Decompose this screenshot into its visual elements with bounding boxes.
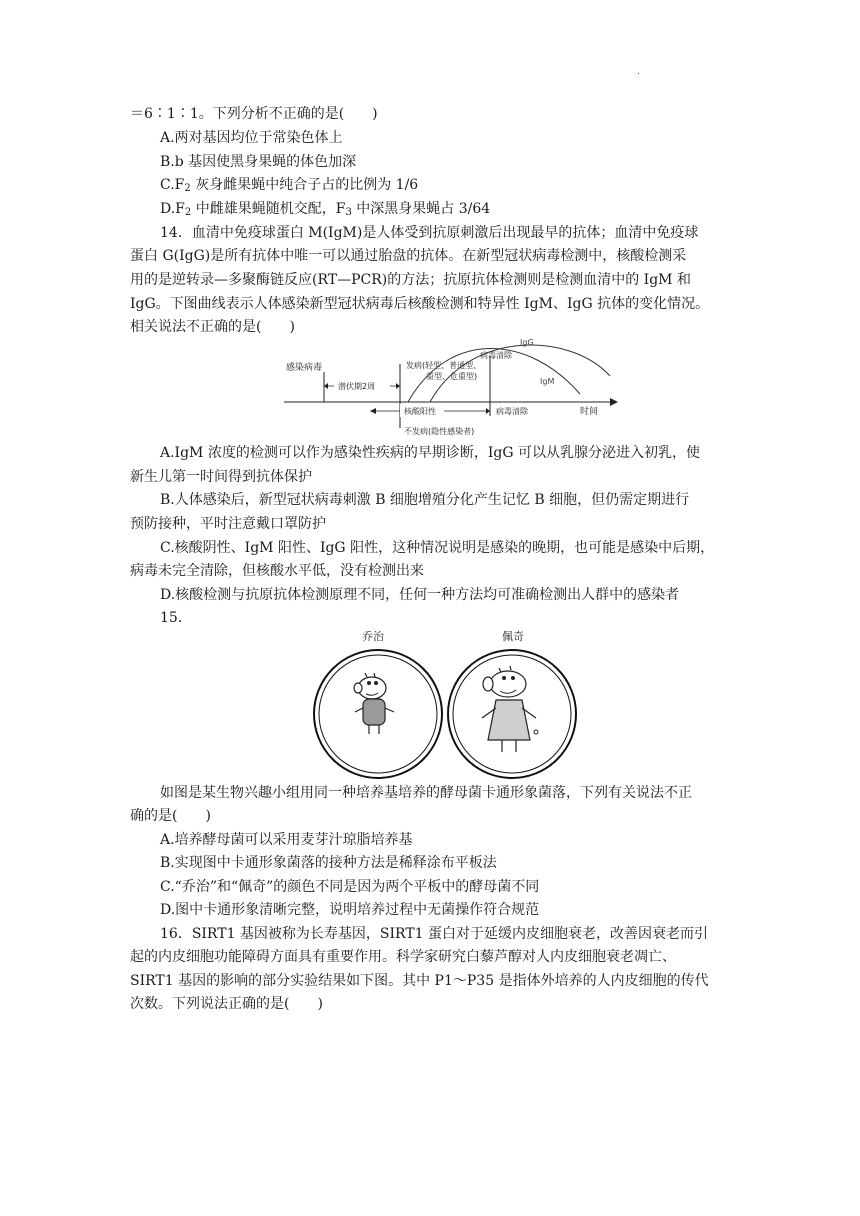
q13-option-a: A.两对基因均位于常染色体上 [160,130,343,146]
george-colony-icon [354,673,394,734]
fig-infection-label: 感染病毒 [286,363,323,373]
q14-option-b-line-2: 预防接种，平时注意戴口罩防护 [130,516,326,532]
q14-antibody-figure [280,334,620,440]
q13-option-d-sub1: 2 [184,207,192,218]
q13-option-d-mid: 中雌雄果蝇随机交配，F [191,201,346,217]
fig-igm-label: IgM [540,377,555,386]
q13-option-c-pre: C.F [160,177,185,193]
q14-option-b-line-1: B.人体感染后，新型冠状病毒刺激 B 细胞增殖分化产生记忆 B 细胞，但仍需定期进行 [160,492,690,508]
dish-right-label: 佩奇 [502,630,524,643]
q13-option-c-post: 灰身雌果蝇中纯合子占的比例为 1/6 [190,177,419,193]
q15-stem-line-1: 如图是某生物兴趣小组用同一种培养基培养的酵母菌卡通形象菌落，下列有关说法不正 [160,785,692,801]
q14-stem-line-2: 蛋白 G(IgG)是所有抗体中唯一可以通过胎盘的抗体。在新型冠状病毒检测中，核酸检测采 [130,248,687,264]
q13-option-d [160,199,490,219]
q16-stem-line-1: 16．SIRT1 基因被称为长寿基因，SIRT1 蛋白对于延缓内皮细胞衰老，改善因衰老而引 [160,926,709,942]
fig-virus-cleared-top: 病毒清除 [480,351,512,360]
fig-virus-cleared-bottom: 病毒清除 [496,407,528,416]
q15-petri-dish-figure [310,628,580,780]
q13-stem-tail: ＝6∶1∶1。下列分析不正确的是( ) [130,106,378,122]
fig-onset-label-2: 重型、危重型) [426,372,478,381]
q14-stem-line-4: IgG。下图曲线表示人体感染新型冠状病毒后核酸检测和特异性 IgM、IgG 抗体的变化情况。 [130,296,710,312]
q14-option-d: D.核酸检测与抗原抗体检测原理不同，任何一种方法均可准确检测出人群中的感染者 [160,587,680,603]
fig-onset-label-1: 发病(轻型、普通型、 [406,361,482,370]
q13-option-d-sub2: 3 [345,207,352,218]
fig-incubation-label: 潜伏期2周 [338,382,376,391]
q16-stem-line-2: 起的内皮细胞功能障碍方面具有重要作用。科学家研究白藜芦醇对人内皮细胞衰老凋亡、 [130,949,676,965]
peppa-colony-icon [482,666,538,752]
q13-option-b: B.b 基因使黑身果蝇的体色加深 [160,154,357,170]
q14-stem-line-1: 14．血清中免疫球蛋白 M(IgM)是人体受到抗原刺激后出现最早的抗体；血清中免疫球 [160,225,699,241]
q14-option-a-line-2: 新生儿第一时间得到抗体保护 [130,469,312,485]
fig-nucleic-positive: 核酸阳性 [404,407,436,416]
fig-igg-label: IgG [520,338,534,347]
q15-stem-line-2: 确的是( ) [130,808,211,824]
q14-option-c-line-2: 病毒未完全清除，但核酸水平低，没有检测出来 [130,563,424,579]
q14-option-a-line-1: A.IgM 浓度的检测可以作为感染性疾病的早期诊断，IgG 可以从乳腺分泌进入初乳，使 [160,445,700,461]
q13-option-d-post: 中深黑身果蝇占 3/64 [351,201,491,217]
q15-option-b: B.实现图中卡通形象菌落的接种方法是稀释涂布平板法 [160,855,497,871]
q13-option-d-pre: D.F [160,201,185,217]
q15-option-a: A.培养酵母菌可以采用麦芽汁琼脂培养基 [160,832,413,848]
q13-option-c [160,175,418,195]
q13-option-c-sub: 2 [184,183,191,194]
fig-no-onset-label: 不发病(隐性感染者) [404,427,475,436]
q15-option-d: D.图中卡通形象清晰完整，说明培养过程中无菌操作符合规范 [160,902,540,918]
dish-left-label: 乔治 [362,630,384,643]
header-mark: . [637,66,641,77]
q14-stem-line-5: 相关说法不正确的是( ) [130,319,295,335]
q15-number: 15． [160,610,192,626]
q14-stem-line-3: 用的是逆转录—多聚酶链反应(RT—PCR)的方法；抗原抗体检测则是检测血清中的 IgM 和 [130,272,691,288]
q14-option-c-line-1: C.核酸阴性、IgM 阳性、IgG 阳性，这种情况说明是感染的晚期，也可能是感染中后期， [160,540,715,556]
fig-time-label: 时间 [580,407,599,417]
q15-option-c: C.“乔治”和“佩奇”的颜色不同是因为两个平板中的酵母菌不同 [160,879,540,895]
q16-stem-line-3: SIRT1 基因的影响的部分实验结果如下图。其中 P1～P35 是指体外培养的人内皮细胞的传代 [130,973,709,989]
q16-stem-line-4: 次数。下列说法正确的是( ) [130,996,323,1012]
